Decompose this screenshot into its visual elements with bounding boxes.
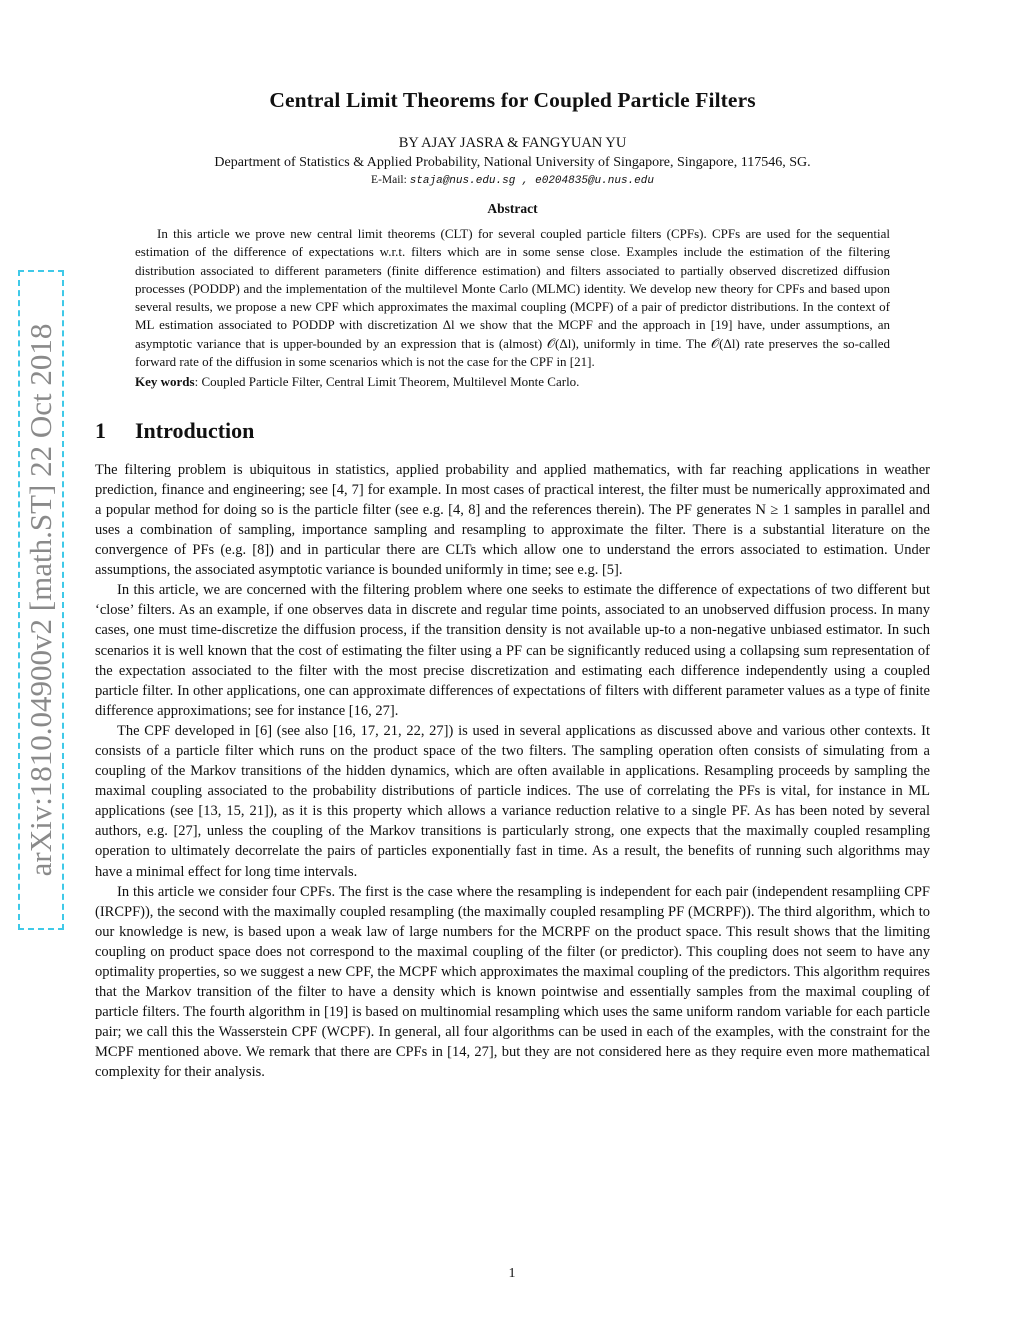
paper-page <box>95 88 930 1083</box>
authors: BY AJAY JASRA & FANGYUAN YU <box>398 135 627 151</box>
affiliation: Department of Statistics & Applied Probability, National University of Singapore, Singapore, 117546, SG. <box>214 155 811 170</box>
abstract-heading: Abstract <box>487 201 538 216</box>
paragraph: The filtering problem is ubiquitous in statistics, applied probability and applied mathematics, with far reaching applications in weather prediction, finance and engineering; see [4, 7] for example. In most cases of practical interest, the filter must be numerically approximated and a popular method for doing so is the particle filter (see e.g. [4, 8] and the references therein). The PF generates N ≥ 1 samples in parallel and uses a combination of sampling, importance sampling and resampling to approximate the filter. There is a substantial literature on the convergence of PFs (e.g. [8]) and in particular there are CLTs which allow one to understand the errors associated to estimation. Under assumptions, the associated asymptotic variance is bounded uniformly in time; see e.g. [5]. <box>95 461 930 579</box>
paragraph: The CPF developed in [6] (see also [16, 17, 21, 22, 27]) is used in several applications as discussed above and various other contexts. It consists of a particle filter which runs on the product space of the two filters. The sampling operation often consists of simulating from a coupling of the Markov transitions of the hidden dynamics, which are often available in applications. Resampling proceeds by sampling the maximal coupling associated to the probability distributions of particle indices. The use of correlating the PFs is vital, for instance in ML applications (see [13, 15, 21]), as it is this property which allows a variance reduction relative to a single PF. As has been noted by several authors, e.g. [27], unless the coupling of the Markov transitions is particularly strong, one expects that the maximally coupled resampling operation to ultimately decorrelate the pairs of particles exponentially fast in time. As a result, the benefits of running such algorithms may have a minimal effect for long time intervals. <box>95 722 930 880</box>
arxiv-stamp <box>18 270 64 930</box>
email-label: E-Mail: <box>371 174 407 186</box>
email-line <box>95 174 930 187</box>
page-number: 1 <box>508 1266 516 1281</box>
email-addresses[interactable]: staja@nus.edu.sg , e0204835@u.nus.edu <box>409 175 654 187</box>
paper-title: Central Limit Theorems for Coupled Particle Filters <box>269 88 756 112</box>
keywords <box>135 373 890 391</box>
paragraph: In this article, we are concerned with the filtering problem where one seeks to estimate the difference of expectations of two different but ‘close’ filters. As an example, if one observes data in discrete and regular time points, associated to an unobserved diffusion process. In many cases, one must time-discretize the diffusion process, if the transition density is not available up-to a non-negative unbiased estimator. In such scenarios it is well known that the cost of estimating the filter using a PF can be significantly reduced using a collapsing sum representation of the expectation associated to the filter with the most precise discretization and estimating each difference independently using a coupled particle filter. In other applications, one can approximate differences of expectations of filters with different parameter values as a type of finite difference approximations; see for instance [16, 27]. <box>95 582 930 719</box>
section-heading <box>95 418 930 444</box>
section-title: Introduction <box>135 417 255 443</box>
section-number: 1 <box>95 417 106 443</box>
introduction-body <box>95 460 930 1083</box>
abstract-text: In this article we prove new central limit theorems (CLT) for several coupled particle filters (CPFs). CPFs are used for the sequential estimation of the difference of expectations w.r.t. filters which are in some sense close. Examples include the estimation of the filtering distribution associated to different parameters (finite difference estimation) and filters associated to partially observed discretized diffusion processes (PODDP) and the implementation of the multilevel Monte Carlo (MLMC) identity. We develop new theory for CPFs and based upon several results, we propose a new CPF which approximates the maximal coupling (MCPF) of a pair of predictor distributions. In the context of ML estimation associated to PODDP with discretization Δl we show that the MCPF and the approach in [19] have, under assumptions, an asymptotic variance that is upper-bounded by an expression that is (almost) 𝒪(Δl), uniformly in time. The 𝒪(Δl) rate preserves the so-called forward rate of the diffusion in some scenarios which is not the case for the CPF in [21]. <box>135 226 890 370</box>
keywords-list: : Coupled Particle Filter, Central Limit Theorem, Multilevel Monte Carlo. <box>194 374 580 390</box>
paragraph: In this article we consider four CPFs. The first is the case where the resampling is independent for each pair (independent resampliing CPF (IRCPF)), the second with the maximally coupled resampling (the maximally coupled resampling PF (MCRPF)). The third algorithm, which to our knowledge is new, is based upon a weak law of large numbers for the MCRPF on the product space. This result shows that the limiting coupling on product space does not correspond to the maximal coupling of the filter (or predictor). This coupling does not seem to have any optimality properties, so we suggest a new CPF, the MCPF which approximates the maximal coupling of the predictors. This algorithm requires that the Markov transition of the filter to have a density which is known pointwise and essentially samples from the maximal coupling of particle filters. The fourth algorithm in [19] is based on multinomial resampling which uses the same uniform random variable for each particle pair; we call this the Wasserstein CPF (WCPF). In general, all four algorithms can be used in each of the examples, with the constraint for the MCPF mentioned above. We remark that there are CPFs in [14, 27], but they are not considered here as they require even more mathematical complexity for their analysis. <box>95 883 931 1081</box>
arxiv-identifier: arXiv:1810.04900v2 [math.ST] 22 Oct 2018 <box>23 323 58 877</box>
keywords-label: Key words <box>135 374 195 390</box>
